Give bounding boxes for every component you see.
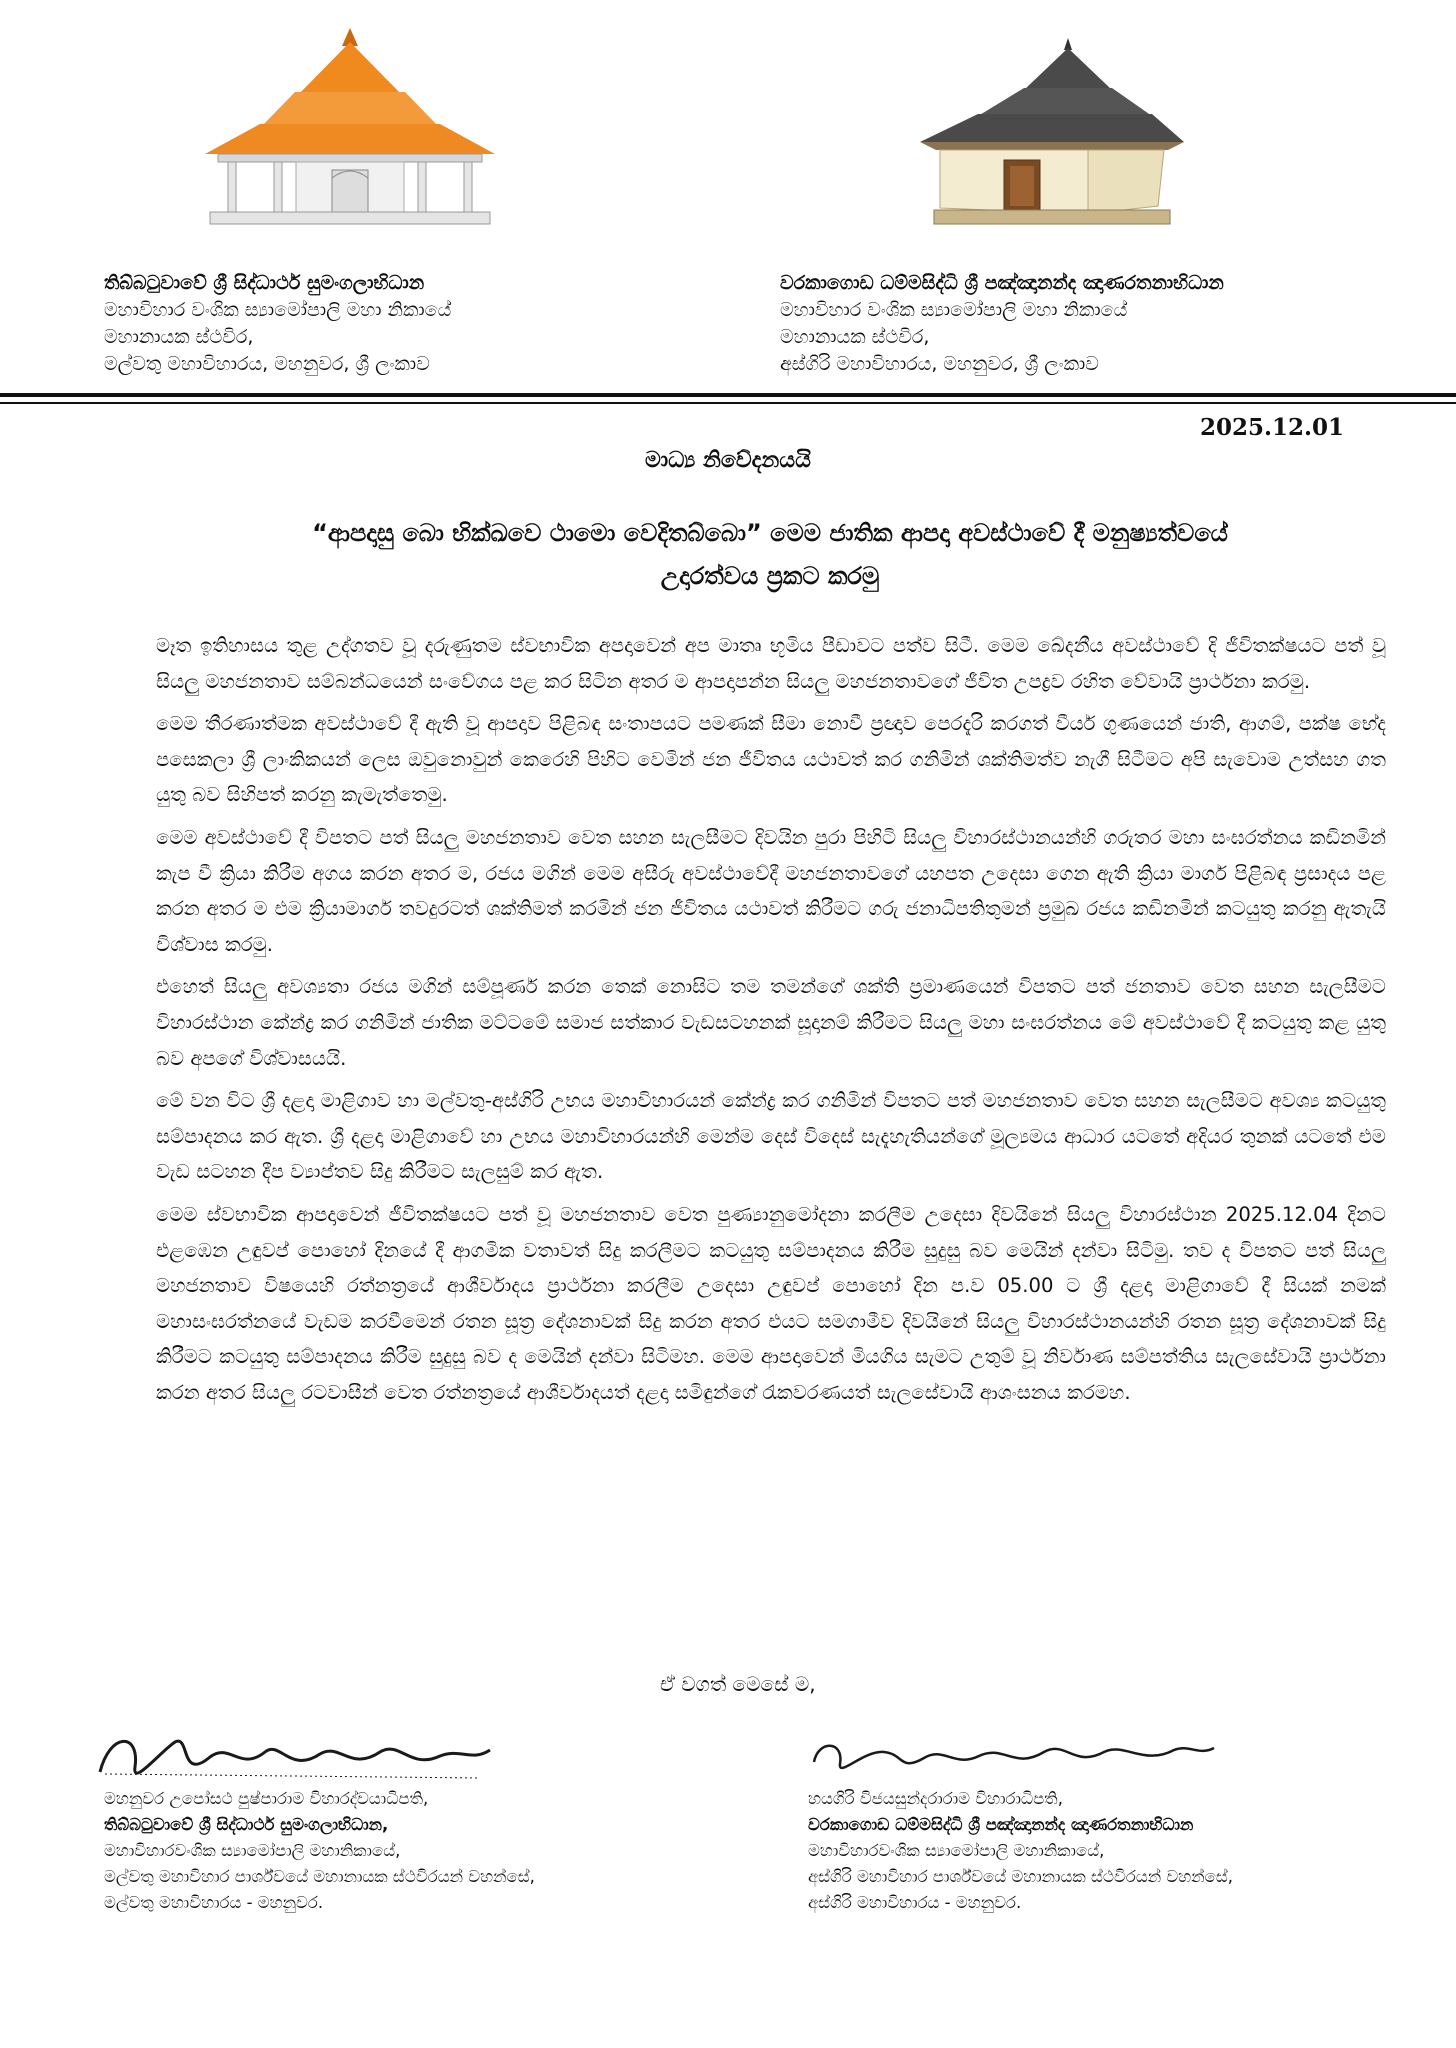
- malwathu-temple-illustration: [200, 28, 500, 228]
- signatory-right: [808, 1786, 1408, 1916]
- header-divider-thin: [0, 402, 1456, 404]
- header-divider-thick: [0, 393, 1456, 397]
- signatory-right-line5: අස්ගිරි මහාවිහාරය - මහනුවර.: [808, 1893, 1022, 1912]
- letterhead-right-line3: මහානායක ස්ථවිර,: [780, 326, 930, 348]
- right-signature: [804, 1722, 1224, 1782]
- letterhead-right-name: වරකාගොඩ ධම්මසිද්ධි ශ්‍රී පඤ්ඤානන්ද ඤාණරතනාභිධාන: [780, 272, 1224, 294]
- signatory-left-line1: මහනුවර උපෝසථ පුෂ්පාරාම විහාරද්වයාධිපති,: [104, 1789, 429, 1808]
- letterhead-right-line2: මහාවිහාර වංශික ස්‍යාමෝපාලි මහා නිකායේ: [780, 299, 1128, 321]
- body-paragraph-6: මෙම ස්වභාවික ආපදාවෙන් ජීවිතක්ෂයට පත් වූ මහජනතාව වෙත පුණ්‍යානුමෝදනා කරලීම උදෙසා දිවයිනේ සියලු විහාරස්ථාන 2025.12.04 දිනට එළඹෙන උඳුවප් පොහෝ දිනයේ දී ආගමික වතාවත් සිදු කරලීමට කටයුතු සම්පාදනය කිරීම සුදුසු බව මෙයින් දන්වා සිටිමු. තව ද විපතට පත් සියලු මහජනතාව විෂයෙහි රත්නත්‍රයේ ආශීර්වාදය ප්‍රාර්ථනා කරලීම උදෙසා උඳුවප් පොහෝ දින ප.ව 05.00 ට ශ්‍රී දළදා මාළිගාවේ දී සියක් නමක් මහාසංඝරත්නයේ වැඩම කරවීමෙන් රතන සූත්‍ර දේශනාවක් සිදු කරන අතර එයට සමගාමීව දිවයිනේ සියලු විහාරස්ථානයන්හි රතන සූත්‍ර දේශනාවක් සිදු කිරීමට කටයුතු සම්පාදනය කිරීම සුදුසු බව ද මෙයින් දන්වා සිටිමහ. මෙම ආපදාවෙන් මියගිය සැමට උතුම් වූ නිර්වාණ සම්පත්තිය සැලසේවායි ප්‍රාර්ථනා කරන අතර සියලු රටවාසීන් වෙත රත්නත්‍රයේ ආශීර්වාදයත් දළදා සමිඳුන්ගේ රැකවරණයත් සැලසේවායි ආශංසනය කරමහ.: [156, 1202, 1386, 1404]
- asgiri-temple-illustration: [918, 38, 1186, 228]
- signatory-left-line3: මහාවිහාරවංශික ස්‍යාමෝපාලි මහානිකායේ,: [104, 1841, 401, 1860]
- letterhead-left-line3: මහානායක ස්ථවිර,: [104, 326, 254, 348]
- signatory-right-line1: හයගිරි විජයසුන්දරාරාම විහාරාධිපති,: [808, 1789, 1063, 1808]
- signatory-left: [104, 1786, 704, 1916]
- signatory-left-line4: මල්වතු මහාවිහාර පාර්ශ්වයේ මහානායක ස්ථවිරයන් වහන්සේ,: [104, 1867, 535, 1886]
- signatory-right-name: වරකාගොඩ ධම්මසිද්ධි ශ්‍රී පඤ්ඤානන්ද ඤාණරතනාභිධාන: [808, 1815, 1194, 1834]
- document-title: මාධ්‍ය නිවේදනයයි: [645, 448, 811, 473]
- body-paragraph-4: එහෙත් සියලු අවශ්‍යතා රජය මගින් සම්පූර්ණ කරන තෙක් නොසිට තම තමන්ගේ ශක්ති ප්‍රමාණයෙන් විපතට පත් ජනතාව වෙත සහන සැලසීමට විහාරස්ථාන කේන්ද්‍ර කර ගනිමින් ජාතික මට්ටමේ සමාජ සත්කාර වැඩසටහනක් සූදානම් කිරීමට සියලු මහා සංඝරත්නය මේ අවස්ථාවේ දී කටයුතු කළ යුතු බව අපගේ විශ්වාසයයි.: [156, 975, 1386, 1070]
- signatory-left-name: තිබ්බටුවාවේ ශ්‍රී සිද්ධාර්ථ සුමංගලාභිධාන,: [104, 1815, 389, 1834]
- letterhead-left-line2: මහාවිහාර වංශික ස්‍යාමෝපාලි මහා නිකායේ: [104, 299, 452, 321]
- body-paragraph-2: මෙම තීරණාත්මක අවස්ථාවේ දී ඇති වූ ආපදාව පිළිබඳ සංතාපයට පමණක් සීමා නොවී ප්‍රඥාව පෙරදැරි කරගත් වීර්ය ගුණයෙන් ජාති, ආගම්, පක්ෂ භේද පසෙකලා ශ්‍රී ලාංකිකයන් ලෙස ඔවුනොවුන් කෙරෙහි පිහිට වෙමින් ජන ජීවිතය යථාවත් කර ගනිමින් ශක්තිමත්ව නැගී සිටීමට අපි සැවොම උත්සහ ගත යුතු බව සිහිපත් කරනු කැමැත්තෙමු.: [156, 712, 1386, 807]
- letterhead-right-line4: අස්ගිරි මහාවිහාරය, මහනුවර, ශ්‍රී ලංකාව: [780, 353, 1099, 375]
- signatory-left-line5: මල්වතු මහාවිහාරය - මහනුවර.: [104, 1893, 324, 1912]
- letterhead-left: [104, 270, 724, 378]
- headline-line-1: “ආපදාසු බො භික්ඛවෙ ථාමො වෙදිතබ්බො” මෙම ජාතික ආපදා අවස්ථාවේ දී මනුෂ්‍යත්වයේ: [312, 519, 1228, 547]
- letterhead-left-name: තිබ්බටුවාවේ ශ්‍රී සිද්ධාර්ථ සුමංගලාභිධාන: [104, 272, 425, 294]
- letterhead-left-line4: මල්වතු මහාවිහාරය, මහනුවර, ශ්‍රී ලංකාව: [104, 353, 430, 375]
- body-paragraph-5: මේ වන විට ශ්‍රී දළදා මාළිගාව හා මල්වතු-අස්ගිරි උභය මහාවිහාරයන් කේන්ද්‍ර කර ගනිමින් විපතට පත් මහජනතාව වෙත සහන සැලසීමට අවශ්‍ය කටයුතු සම්පාදනය කර ඇත. ශ්‍රී දළදා මාළිගාවේ හා උභය මහාවිහාරයන්හි මෙන්ම දෙස් විදෙස් සැදැහැතියන්ගේ මූල්‍යමය ආධාර යටතේ අදියර තුනක් යටතේ එම වැඩ සටහන දීප ව්‍යාප්තව සිදු කිරීමට සැලසුම් කර ඇත.: [156, 1089, 1386, 1184]
- headline: [160, 512, 1380, 598]
- headline-line-2: උදාරත්වය ප්‍රකට කරමු: [660, 562, 880, 590]
- body-text: [156, 628, 1386, 1417]
- document-date: 2025.12.01: [1200, 414, 1345, 441]
- letterhead-right: [780, 270, 1420, 378]
- body-paragraph-3: මෙම අවස්ථාවේ දී විපතට පත් සියලු මහජනතාව වෙත සහන සැලසීමට දිවයින පුරා පිහිටි සියලු විහාරස්ථානයන්හි ගරුතර මහා සංඝරත්නය කඩිනමින් කැප වී ක්‍රියා කිරීම අගය කරන අතර ම, රජය මගින් මෙම අසීරු අවස්ථාවේදී මහජනතාවගේ යහපත උදෙසා ගෙන ඇති ක්‍රියා මාර්ග පිළිබඳ ප්‍රසාදය පළ කරන අතර ම එම ක්‍රියාමාර්ග තවදුරටත් ශක්තිමත් කරමින් ජන ජීවිතය යථාවත් කිරීමට ගරු ජනාධිපතිතුමන් ප්‍රමුඛ රජය කඩිනමින් කටයුතු කරනු ඇතැයි විශ්වාස කරමු.: [156, 825, 1386, 956]
- signatory-right-line3: මහාවිහාරවංශික ස්‍යාමෝපාලි මහානිකායේ,: [808, 1841, 1105, 1860]
- body-paragraph-1: මෑත ඉතිහාසය තුළ උද්ගතව වූ දරුණුතම ස්වභාවික අපදාවෙන් අප මාතෘ භූමිය පීඩාවට පත්ව සිටී. මෙම ඛේදනීය අවස්ථාවේ දි ජීවිතක්ෂයට පත් වූ සියලු මහජනතාව සම්බන්ධයෙන් සංවේගය පළ කර සිටින අතර ම ආපදාපන්න සියලු මහජනතාවගේ ජීවිත උපද්‍රව රහිත වේවායි ප්‍රාර්ථනා කරමු.: [156, 634, 1386, 693]
- closing-line: ඒ වගත් මෙසේ ම,: [660, 1672, 816, 1696]
- signatory-right-line4: අස්ගිරි මහාවිහාර පාර්ශ්වයේ මහානායක ස්ථවිරයන් වහන්සේ,: [808, 1867, 1233, 1886]
